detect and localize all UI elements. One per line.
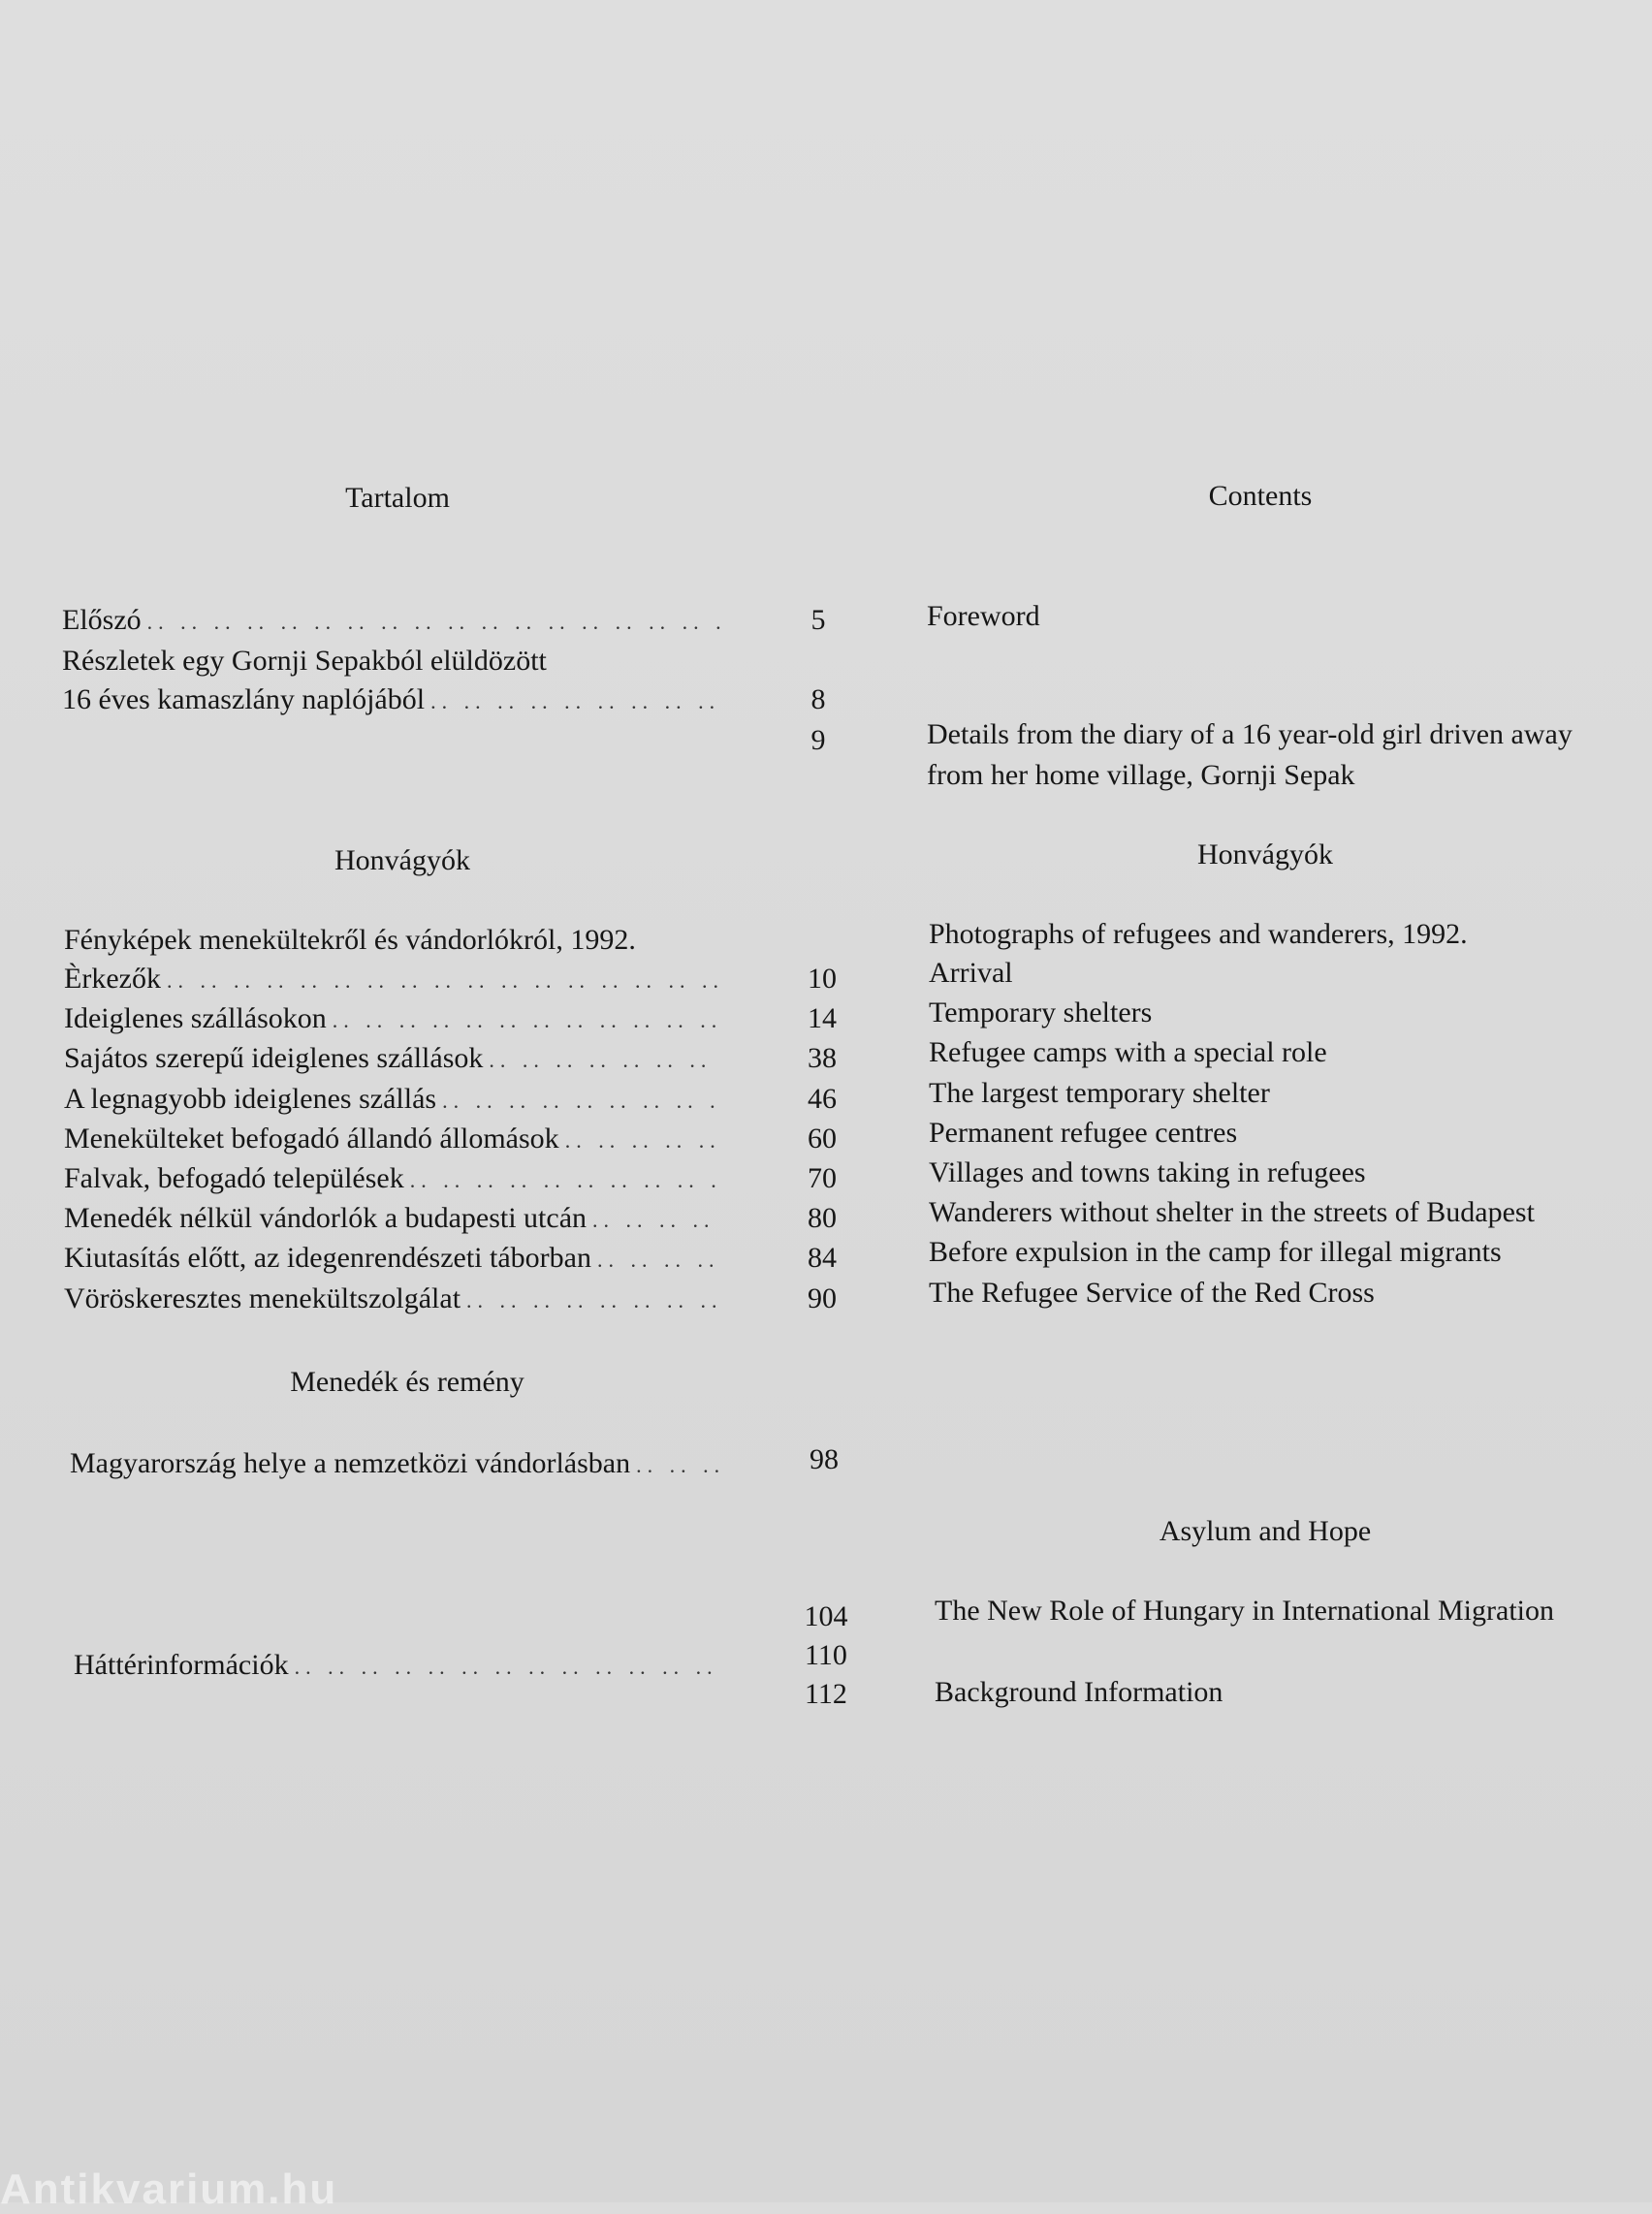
toc-entry-label: Háttérinformációk [74,1649,289,1681]
leader-dots [410,1163,721,1198]
toc-entry-label: Background Information [935,1676,1223,1708]
toc-page-number: 98 [810,1443,839,1475]
toc-entry-label: Sajátos szerepű ideiglenes szállások [64,1042,484,1074]
toc-entry-label: Menedék nélkül vándorlók a budapesti utcán [64,1202,588,1234]
section-intro: Photographs of refugees and wanderers, 1992. [929,918,1468,950]
toc-entry [64,1241,721,1278]
leader-dots [295,1650,721,1685]
toc-entry [62,682,721,719]
toc-entry-label: Temporary shelters [929,996,1153,1028]
toc-page-number: 90 [808,1282,837,1314]
section-intro: Fényképek menekültekről és vándorlókról, 1992. [64,924,636,956]
watermark: Antikvarium.hu [0,2166,338,2213]
toc-page-number: 9 [810,724,826,756]
toc-entry-label: Wanderers without shelter in the streets of Budapest [929,1196,1535,1228]
toc-entry [70,1446,721,1483]
leader-dots [466,1283,721,1318]
toc-entry [64,1201,721,1238]
toc-entry [64,962,721,998]
toc-entry-label: Villages and towns taking in refugees [929,1156,1366,1188]
toc-entry-label: Menekülteket befogadó állandó állomások [64,1123,559,1154]
toc-page-number: 38 [808,1042,837,1074]
right-section-title: Asylum and Hope [1159,1515,1372,1547]
toc-entry [64,1161,721,1198]
toc-page-number: 5 [810,604,826,636]
toc-page-number: 104 [804,1600,848,1632]
toc-page-number: 112 [805,1678,847,1710]
toc-entry-label: The Refugee Service of the Red Cross [929,1277,1375,1309]
toc-page-number: 10 [808,963,837,995]
toc-entry-label: Vöröskeresztes menekültszolgálat [64,1282,461,1314]
toc-page-number: 8 [810,683,826,715]
toc-entry-label: Magyarország helye a nemzetközi vándorlásban [70,1447,631,1479]
leader-dots [565,1123,721,1158]
toc-entry [64,1122,721,1158]
leader-dots [333,1003,721,1038]
toc-page-number: 14 [808,1002,837,1034]
leader-dots [147,605,721,640]
right-section-title: Honvágyók [1197,838,1333,870]
toc-page-number: 80 [808,1202,837,1234]
toc-entry-label: Falvak, befogadó települések [64,1162,404,1194]
leader-dots [636,1448,721,1483]
toc-entry-label: Before expulsion in the camp for illegal migrants [929,1236,1502,1268]
toc-entry [74,1648,721,1685]
toc-entry-label: Permanent refugee centres [929,1117,1238,1149]
toc-page-number: 110 [805,1639,847,1671]
leader-dots [592,1203,721,1238]
toc-entry-label: 16 éves kamaszlány naplójából [62,683,426,715]
toc-page-number: 70 [808,1162,837,1194]
toc-entry-label: from her home village, Gornji Sepak [927,759,1355,791]
left-title: Tartalom [345,482,450,514]
toc-page-number: 84 [808,1242,837,1274]
toc-entry-label: Kiutasítás előtt, az idegenrendészeti táborban [64,1242,591,1274]
leader-dots [597,1243,721,1278]
toc-entry [64,1041,721,1078]
toc-page-number: 60 [808,1123,837,1154]
leader-dots [442,1084,721,1119]
left-section-title: Honvágyók [334,844,470,876]
toc-entry-label: Refugee camps with a special role [929,1036,1327,1068]
leader-dots [430,684,721,719]
right-title: Contents [1208,480,1313,512]
toc-entry-label: Arrival [929,957,1013,989]
left-section-title: Menedék és remény [290,1366,524,1398]
leader-dots [167,964,721,998]
toc-entry-label: A legnagyobb ideiglenes szállás [64,1083,437,1115]
leader-dots [489,1043,721,1078]
toc-entry [64,1281,721,1318]
toc-page-number: 46 [808,1083,837,1115]
toc-entry [62,603,721,640]
toc-entry-label: Ideiglenes szállásokon [64,1002,327,1034]
toc-entry [64,1082,721,1119]
toc-entry-label: Èrkezők [64,963,161,995]
toc-entry-label: Előszó [62,604,142,636]
toc-entry-label: Részletek egy Gornji Sepakból elüldözött [62,645,547,677]
toc-entry-label: The New Role of Hungary in International Migration [935,1595,1554,1627]
toc-entry-label: Foreword [927,600,1040,632]
toc-entry-label: The largest temporary shelter [929,1077,1270,1109]
toc-entry [64,1001,721,1038]
toc-entry-label: Details from the diary of a 16 year-old girl driven away [927,718,1573,750]
